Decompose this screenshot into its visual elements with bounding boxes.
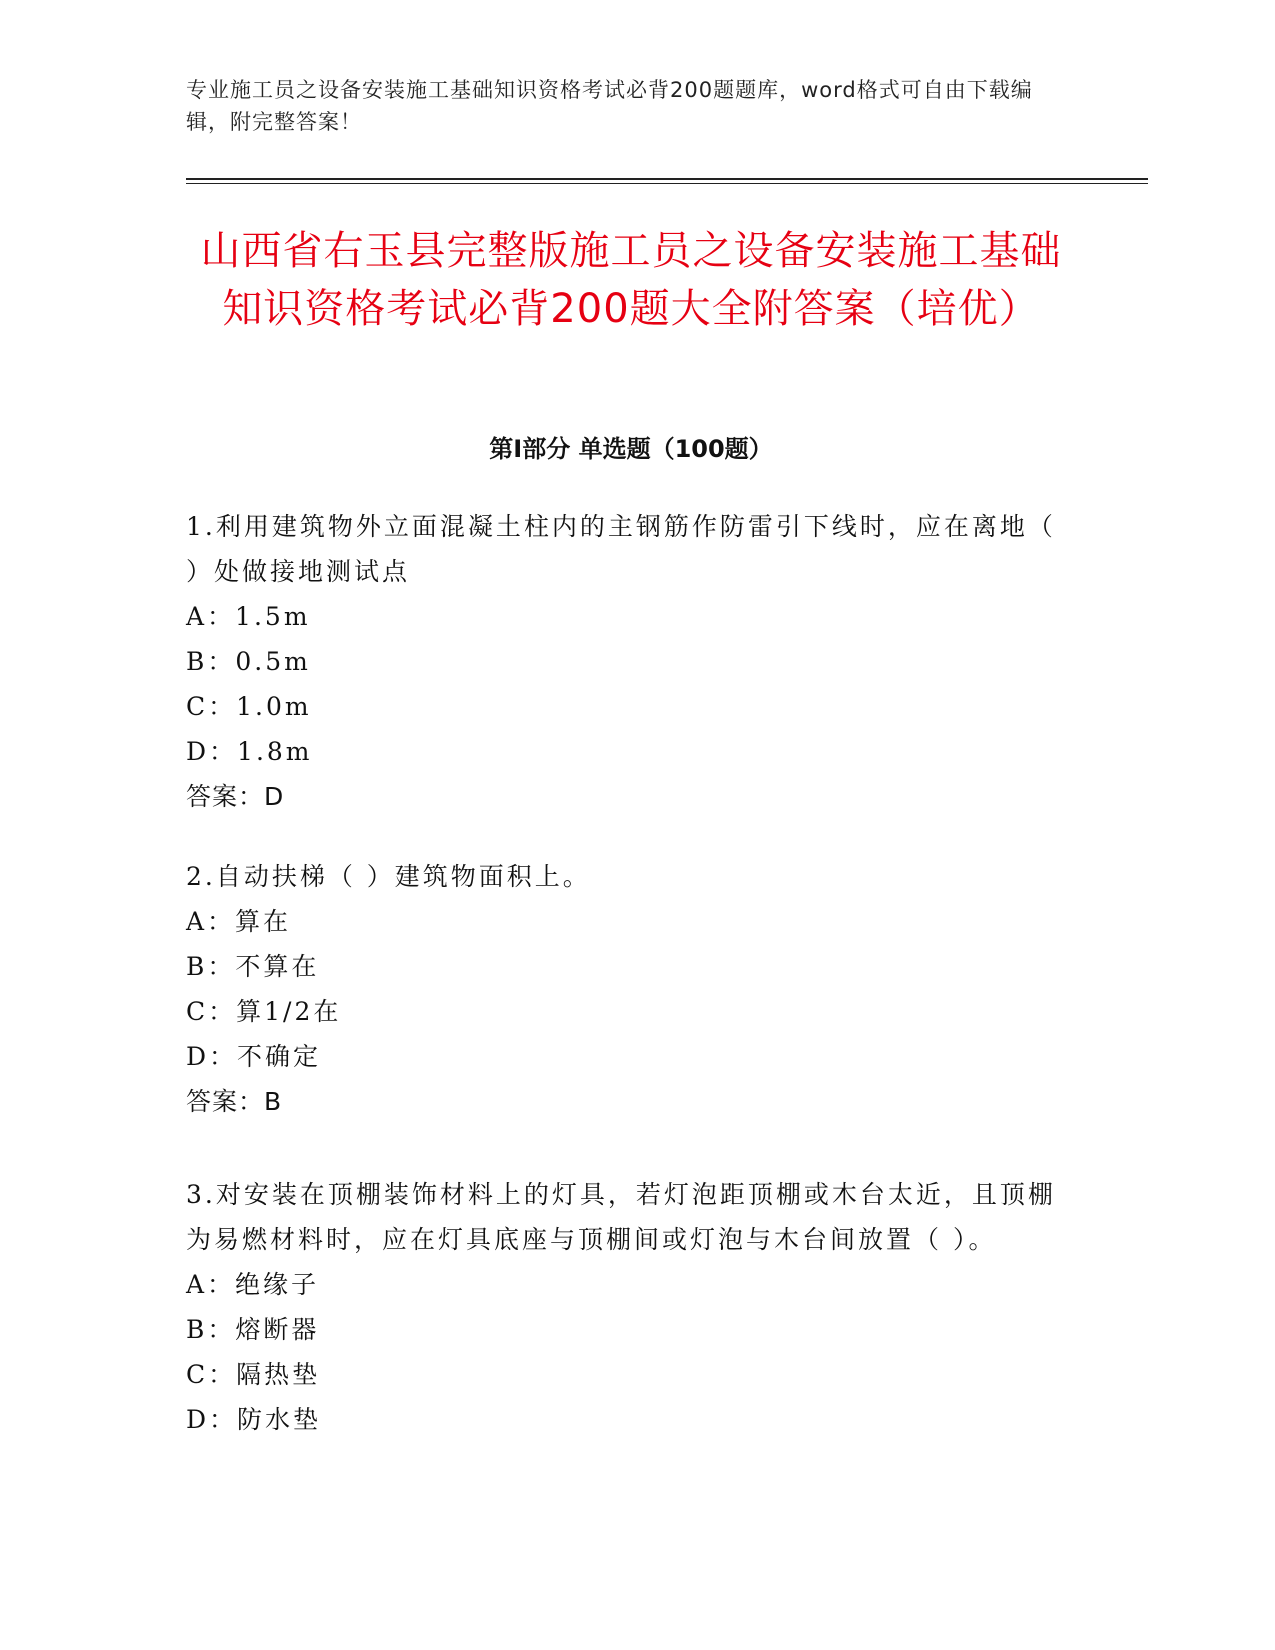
header-divider-thin	[186, 183, 1148, 184]
header-note: 专业施工员之设备安装施工基础知识资格考试必背200题题库，word格式可自由下载编辑，附完整答案！	[186, 78, 1033, 134]
section-title: 第Ⅰ部分 单选题（100题）	[489, 435, 773, 463]
question-1	[186, 504, 1066, 819]
document-title: 山西省右玉县完整版施工员之设备安装施工基础知识资格考试必背200题大全附答案（培优）	[200, 228, 1062, 332]
question-3	[186, 1172, 1066, 1442]
option-a: A：算在	[186, 907, 292, 936]
option-a: A：1.5m	[186, 602, 311, 631]
option-d: D：不确定	[186, 1042, 322, 1071]
option-c: C：1.0m	[186, 692, 312, 721]
option-c: C：算1/2在	[186, 997, 342, 1026]
option-d: D：防水垫	[186, 1405, 322, 1434]
question-text: 2.自动扶梯（ ）建筑物面积上。	[186, 862, 591, 891]
option-a: A：绝缘子	[186, 1270, 320, 1299]
question-2	[186, 854, 1066, 1124]
option-b: B：0.5m	[186, 647, 311, 676]
header-divider-thick	[186, 178, 1148, 180]
question-text: 1.利用建筑物外立面混凝土柱内的主钢筋作防雷引下线时，应在离地（ ）处做接地测试点	[186, 512, 1056, 586]
option-c: C：隔热垫	[186, 1360, 321, 1389]
option-b: B：熔断器	[186, 1315, 320, 1344]
answer: 答案：B	[186, 1087, 283, 1116]
answer: 答案：D	[186, 782, 285, 811]
option-b: B：不算在	[186, 952, 320, 981]
question-text: 3.对安装在顶棚装饰材料上的灯具，若灯泡距顶棚或木台太近，且顶棚为易燃材料时，应在灯具底座与顶棚间或灯泡与木台间放置（ ）。	[186, 1180, 1056, 1254]
option-d: D：1.8m	[186, 737, 313, 766]
